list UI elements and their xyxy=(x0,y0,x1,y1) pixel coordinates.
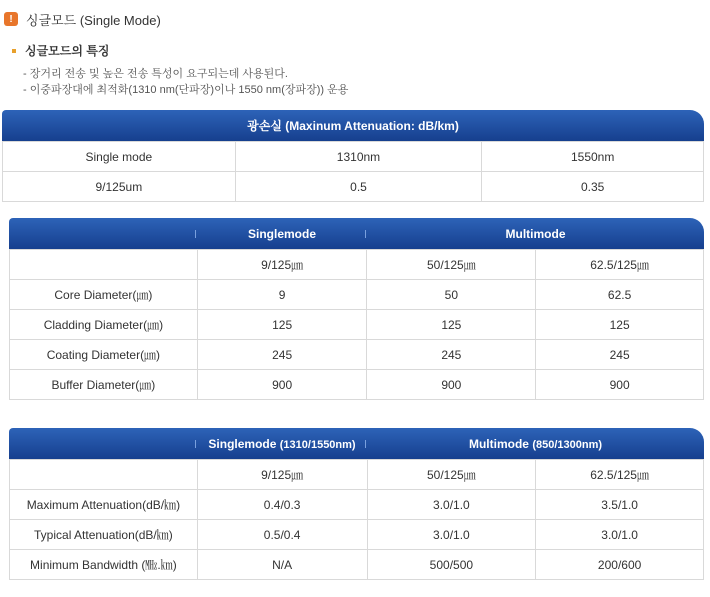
attenuation-spec-table xyxy=(9,459,704,580)
table-row xyxy=(10,550,704,580)
table-cell: 9/125um xyxy=(3,172,236,202)
table-cell xyxy=(10,250,198,280)
divider xyxy=(365,440,366,448)
section-title: 싱글모드의 특징 xyxy=(25,44,110,58)
table-cell: 125 xyxy=(367,310,536,340)
table-cell: Typical Attenuation(dB/㎞) xyxy=(10,520,198,550)
divider xyxy=(195,440,196,448)
singlemode-wavelength: (1310/1550nm) xyxy=(279,438,356,451)
feature-line: - 장거리 전송 및 높은 전송 특성이 요구되는데 사용된다. xyxy=(23,68,288,80)
attenuation-spec-table-header xyxy=(9,428,704,459)
table-cell: 3.5/1.0 xyxy=(536,490,704,520)
fiber-spec-table xyxy=(9,249,704,400)
table-cell: 1550nm xyxy=(482,142,704,172)
table-row xyxy=(10,310,704,340)
multimode-wavelength: (850/1300nm) xyxy=(532,438,603,451)
table-cell: 500/500 xyxy=(367,550,536,580)
table-cell: Buffer Diameter(㎛) xyxy=(10,370,198,400)
table-cell: 245 xyxy=(197,340,367,370)
table-cell: 50/125㎛ xyxy=(367,250,536,280)
attenuation-table-title: 광손실 (Maxinum Attenuation: dB/km) xyxy=(247,119,459,133)
table-cell: 50 xyxy=(367,280,536,310)
table-cell: Minimum Bandwidth (㎒.㎞) xyxy=(10,550,198,580)
section-heading xyxy=(12,42,109,59)
table-cell: N/A xyxy=(197,550,367,580)
table-cell: 125 xyxy=(197,310,367,340)
table-cell: Coating Diameter(㎛) xyxy=(10,340,198,370)
attenuation-table-header xyxy=(2,110,704,141)
table-row xyxy=(10,460,704,490)
table-row xyxy=(10,520,704,550)
table-cell: 1310nm xyxy=(235,142,482,172)
table-cell: 62.5/125㎛ xyxy=(536,460,704,490)
table-cell: 0.5/0.4 xyxy=(197,520,367,550)
info-icon: ! xyxy=(4,12,18,26)
page-header xyxy=(4,10,161,28)
table-row xyxy=(10,490,704,520)
table-row xyxy=(10,340,704,370)
table-cell: 62.5 xyxy=(536,280,704,310)
bullet-icon xyxy=(12,49,16,53)
table-cell: 50/125㎛ xyxy=(367,460,536,490)
table-cell: 900 xyxy=(197,370,367,400)
attenuation-table xyxy=(2,141,704,202)
table-cell: 900 xyxy=(367,370,536,400)
table-cell: 9/125㎛ xyxy=(197,250,367,280)
table-cell: 0.4/0.3 xyxy=(197,490,367,520)
table-cell: Cladding Diameter(㎛) xyxy=(10,310,198,340)
table-cell: 3.0/1.0 xyxy=(367,490,536,520)
table-cell: 125 xyxy=(536,310,704,340)
fiber-spec-table-header xyxy=(9,218,704,249)
table-cell: 245 xyxy=(536,340,704,370)
singlemode-heading xyxy=(197,437,367,451)
table-cell: 3.0/1.0 xyxy=(367,520,536,550)
table-cell: 200/600 xyxy=(536,550,704,580)
table-row xyxy=(3,172,704,202)
table-cell: 9 xyxy=(197,280,367,310)
table-row xyxy=(10,280,704,310)
multimode-label: Multimode xyxy=(468,436,529,451)
table-cell: Core Diameter(㎛) xyxy=(10,280,198,310)
table-cell: 900 xyxy=(536,370,704,400)
singlemode-label: Singlemode xyxy=(208,436,277,451)
table-cell: 0.5 xyxy=(235,172,482,202)
table-cell: 245 xyxy=(367,340,536,370)
table-cell: 62.5/125㎛ xyxy=(536,250,704,280)
table-cell: Maximum Attenuation(dB/㎞) xyxy=(10,490,198,520)
table-cell: Single mode xyxy=(3,142,236,172)
table-row xyxy=(10,250,704,280)
feature-line: - 이중파장대에 최적화(1310 nm(단파장)이나 1550 nm(장파장)) 운용 xyxy=(23,84,349,96)
table-row xyxy=(3,142,704,172)
multimode-heading: Multimode xyxy=(505,226,566,241)
table-cell: 3.0/1.0 xyxy=(536,520,704,550)
table-row xyxy=(10,370,704,400)
page-title: 싱글모드 (Single Mode) xyxy=(26,12,161,28)
divider xyxy=(195,230,196,238)
divider xyxy=(365,230,366,238)
table-cell: 0.35 xyxy=(482,172,704,202)
multimode-heading xyxy=(367,437,704,451)
table-cell: 9/125㎛ xyxy=(197,460,367,490)
singlemode-heading: Singlemode xyxy=(247,226,316,241)
table-cell xyxy=(10,460,198,490)
